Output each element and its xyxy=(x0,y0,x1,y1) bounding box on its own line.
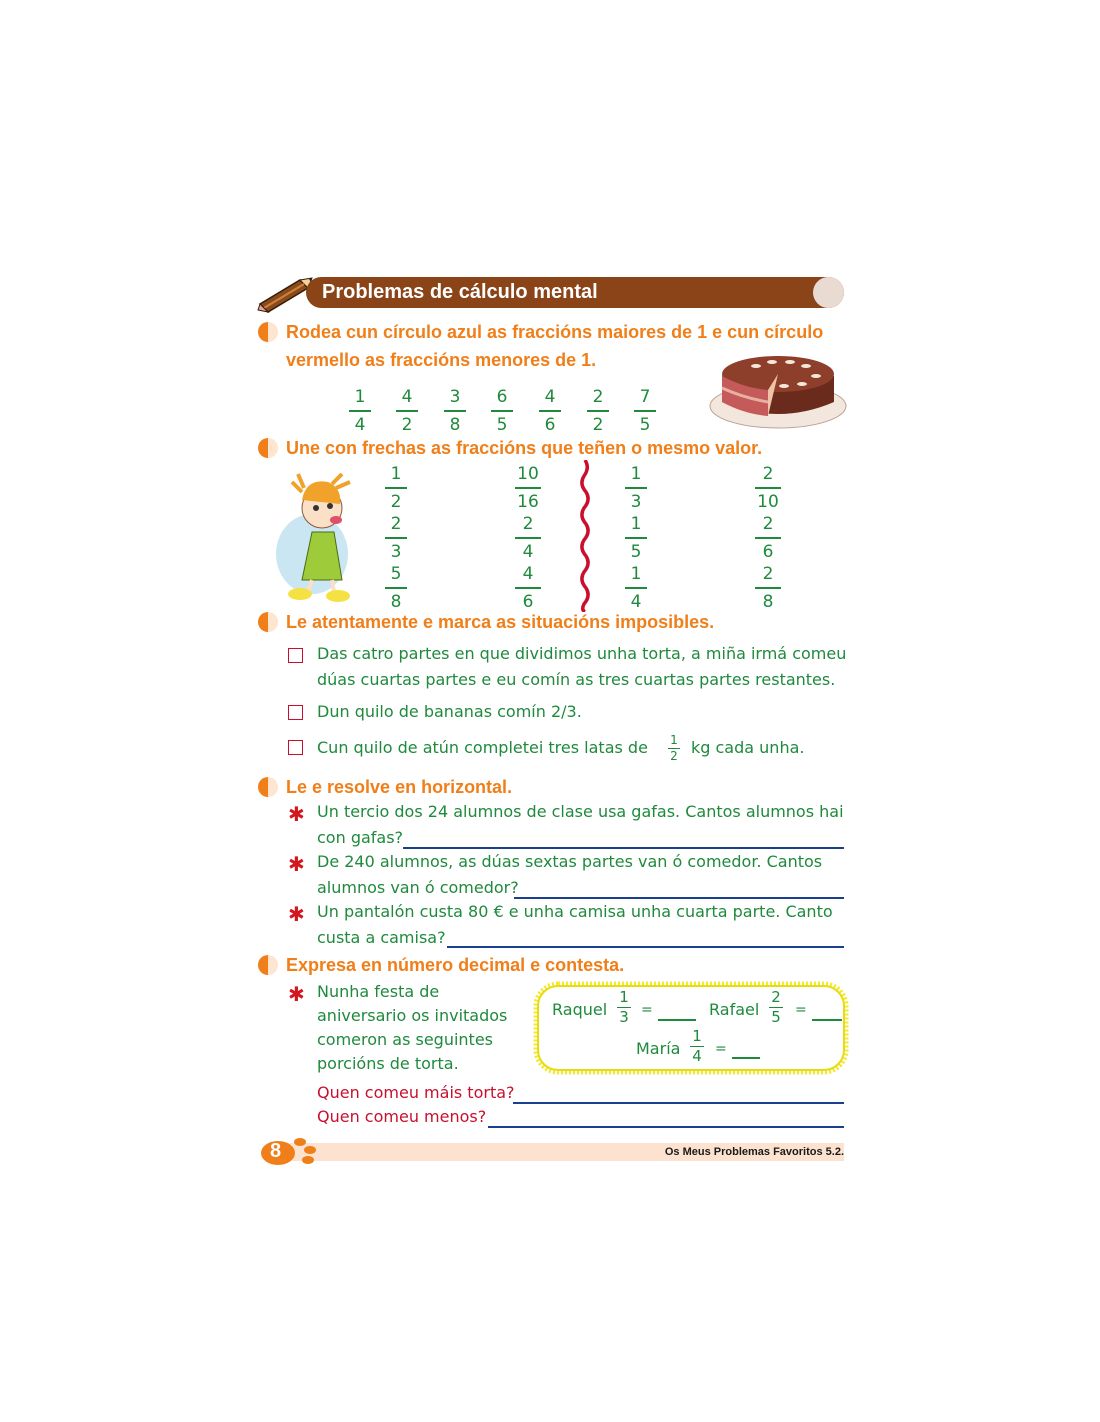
situation-text: Das catro partes en que dividimos unha torta, a miña irmá comeu xyxy=(317,644,847,663)
answer-line[interactable] xyxy=(514,897,844,899)
book-title: Os Meus Problemas Favoritos 5.2. xyxy=(664,1146,844,1158)
fraction: 5 8 xyxy=(385,563,407,613)
raquel-answer-line[interactable] xyxy=(658,1019,696,1021)
fraction-small: 1 2 xyxy=(668,734,680,763)
fraction: 2 10 xyxy=(755,463,781,513)
rafael-label: Rafael xyxy=(709,1000,760,1019)
paw-icon xyxy=(256,1132,320,1166)
fraction: 2 2 xyxy=(587,386,609,436)
raquel-label: Raquel xyxy=(552,1000,608,1019)
answer-line[interactable] xyxy=(447,946,844,948)
fraction: 2 6 xyxy=(755,513,781,563)
equals-sign: = xyxy=(641,1002,653,1018)
question-most: Quen comeu máis torta? xyxy=(317,1083,515,1102)
situation-text: Dun quilo de bananas comín 2/3. xyxy=(317,702,582,721)
wavy-divider xyxy=(578,460,592,612)
situation-text: Cun quilo de atún completei tres latas de xyxy=(317,738,648,757)
section5-instruction: Expresa en número decimal e contesta. xyxy=(286,955,625,975)
fraction: 4 2 xyxy=(396,386,418,436)
situation-text: kg cada unha. xyxy=(691,738,805,757)
question-least: Quen comeu menos? xyxy=(317,1107,487,1126)
fraction: 3 8 xyxy=(444,386,466,436)
fraction: 2 3 xyxy=(385,513,407,563)
header-banner-cap xyxy=(813,277,844,308)
section4-instruction: Le e resolve en horizontal. xyxy=(286,777,513,797)
impossible-checkbox[interactable] xyxy=(288,705,303,720)
problem-text: con gafas? xyxy=(317,828,404,847)
section1-instruction-line1: Rodea cun círculo azul as fraccións maiores de 1 e cun círculo xyxy=(286,322,824,342)
section-bullet xyxy=(258,438,278,458)
impossible-checkbox[interactable] xyxy=(288,740,303,755)
fraction: 1 4 xyxy=(349,386,371,436)
party-text: porcións de torta. xyxy=(317,1054,459,1073)
party-text: aniversario os invitados xyxy=(317,1006,508,1025)
cake-illustration xyxy=(708,346,848,430)
fraction: 10 16 xyxy=(515,463,541,513)
fraction: 4 6 xyxy=(515,563,541,613)
fraction: 4 6 xyxy=(539,386,561,436)
splat-icon: ✱ xyxy=(288,852,305,876)
maria-answer-line[interactable] xyxy=(732,1057,760,1059)
pencil-icon xyxy=(254,274,314,314)
girl-illustration xyxy=(272,462,372,604)
fraction: 1 5 xyxy=(625,513,647,563)
splat-icon: ✱ xyxy=(288,982,305,1006)
party-text: Nunha festa de xyxy=(317,982,440,1001)
section2-instruction: Une con frechas as fraccións que teñen o mesmo valor. xyxy=(286,438,763,458)
section3-instruction: Le atentamente e marca as situacións imposibles. xyxy=(286,612,715,632)
fraction: 1 4 xyxy=(625,563,647,613)
splat-icon: ✱ xyxy=(288,802,305,826)
page-title: Problemas de cálculo mental xyxy=(322,281,598,303)
page-number: 8 xyxy=(270,1140,282,1162)
section-bullet xyxy=(258,612,278,632)
rafael-answer-line[interactable] xyxy=(812,1019,842,1021)
section1-instruction-line2: vermello as fraccións menores de 1. xyxy=(286,350,597,370)
fraction: 1 3 xyxy=(625,463,647,513)
problem-text: De 240 alumnos, as dúas sextas partes van ó comedor. Cantos xyxy=(317,852,823,871)
situation-text: dúas cuartas partes e eu comín as tres cuartas partes restantes. xyxy=(317,670,836,689)
problem-text: custa a camisa? xyxy=(317,928,446,947)
equals-sign: = xyxy=(795,1002,807,1018)
impossible-checkbox[interactable] xyxy=(288,648,303,663)
maria-label: María xyxy=(636,1039,681,1058)
answer-line[interactable] xyxy=(403,847,844,849)
section-bullet xyxy=(258,777,278,797)
fraction-small: 1 4 xyxy=(690,1028,704,1065)
fraction: 1 2 xyxy=(385,463,407,513)
fraction: 2 8 xyxy=(755,563,781,613)
party-text: comeron as seguintes xyxy=(317,1030,493,1049)
splat-icon: ✱ xyxy=(288,902,305,926)
fraction: 2 4 xyxy=(515,513,541,563)
section-bullet xyxy=(258,322,278,342)
answer-line[interactable] xyxy=(513,1102,844,1104)
fraction-small: 2 5 xyxy=(769,989,783,1026)
problem-text: alumnos van ó comedor? xyxy=(317,878,519,897)
section-bullet xyxy=(258,955,278,975)
answer-line[interactable] xyxy=(488,1126,844,1128)
fraction-small: 1 3 xyxy=(617,989,631,1026)
problem-text: Un tercio dos 24 alumnos de clase usa gafas. Cantos alumnos hai xyxy=(317,802,844,821)
equals-sign: = xyxy=(715,1041,727,1057)
fraction: 7 5 xyxy=(634,386,656,436)
fraction: 6 5 xyxy=(491,386,513,436)
problem-text: Un pantalón custa 80 € e unha camisa unha cuarta parte. Canto xyxy=(317,902,833,921)
